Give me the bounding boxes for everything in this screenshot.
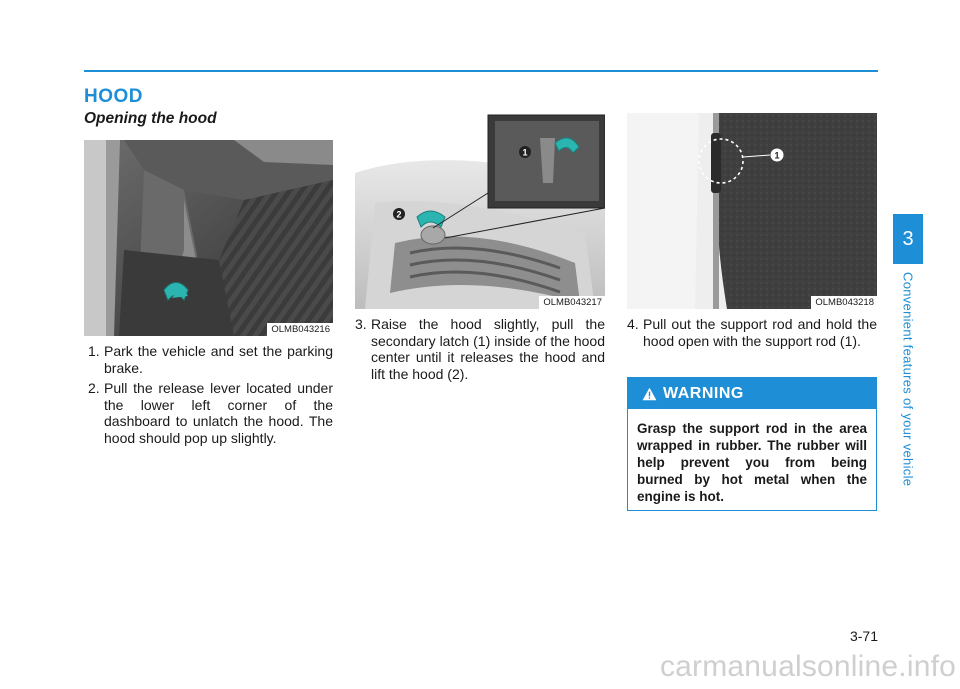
steps-column-1	[88, 343, 333, 450]
chapter-label-text: Convenient features of your vehicle	[900, 272, 916, 487]
step-item	[88, 343, 333, 376]
release-lever-illustration	[84, 140, 333, 336]
callout-1: 1	[522, 147, 528, 158]
callout-2: 2	[396, 209, 402, 220]
steps-column-3	[627, 316, 877, 353]
step-text: Pull out the support rod and hold the hood open with the support rod (1).	[643, 316, 877, 349]
figure-code: OLMB043217	[539, 296, 605, 309]
figure-secondary-latch	[355, 113, 605, 309]
step-item	[88, 380, 333, 446]
step-text: Park the vehicle and set the parking brake.	[104, 343, 333, 376]
steps-column-2	[355, 316, 605, 386]
figure-release-lever	[84, 140, 333, 336]
page-number: 3-71	[849, 628, 878, 644]
warning-title: WARNING	[663, 384, 744, 402]
warning-header	[628, 378, 876, 409]
chapter-tab: 3	[893, 214, 923, 264]
figure-support-rod	[627, 113, 877, 309]
warning-text: Grasp the support rod in the area wrapped in rubber. The rubber will help prevent you from being burned by hot metal when the engine is hot.	[637, 421, 867, 504]
step-item	[627, 316, 877, 349]
step-text: Pull the release lever located under the lower left corner of the dashboard to unlatch the hood. The hood should pop up slightly.	[104, 380, 333, 446]
secondary-latch-illustration	[355, 113, 605, 309]
top-rule	[84, 70, 878, 72]
figure-code: OLMB043218	[811, 296, 877, 309]
section-title: HOOD	[84, 86, 143, 107]
subsection-title: Opening the hood	[84, 110, 217, 127]
step-number: 4.	[627, 316, 639, 332]
step-number: 1.	[88, 343, 100, 359]
support-rod-illustration	[627, 113, 877, 309]
callout-1: 1	[774, 150, 780, 161]
warning-box	[627, 377, 877, 511]
step-item	[355, 316, 605, 382]
step-number: 3.	[355, 316, 367, 332]
step-number: 2.	[88, 380, 100, 396]
figure-code: OLMB043216	[267, 323, 333, 336]
step-text: Raise the hood slightly, pull the secondary latch (1) inside of the hood center until it releases the hood and lift the hood (2).	[371, 316, 605, 382]
watermark: carmanualsonline.info	[659, 650, 956, 683]
warning-triangle-icon	[642, 387, 657, 401]
